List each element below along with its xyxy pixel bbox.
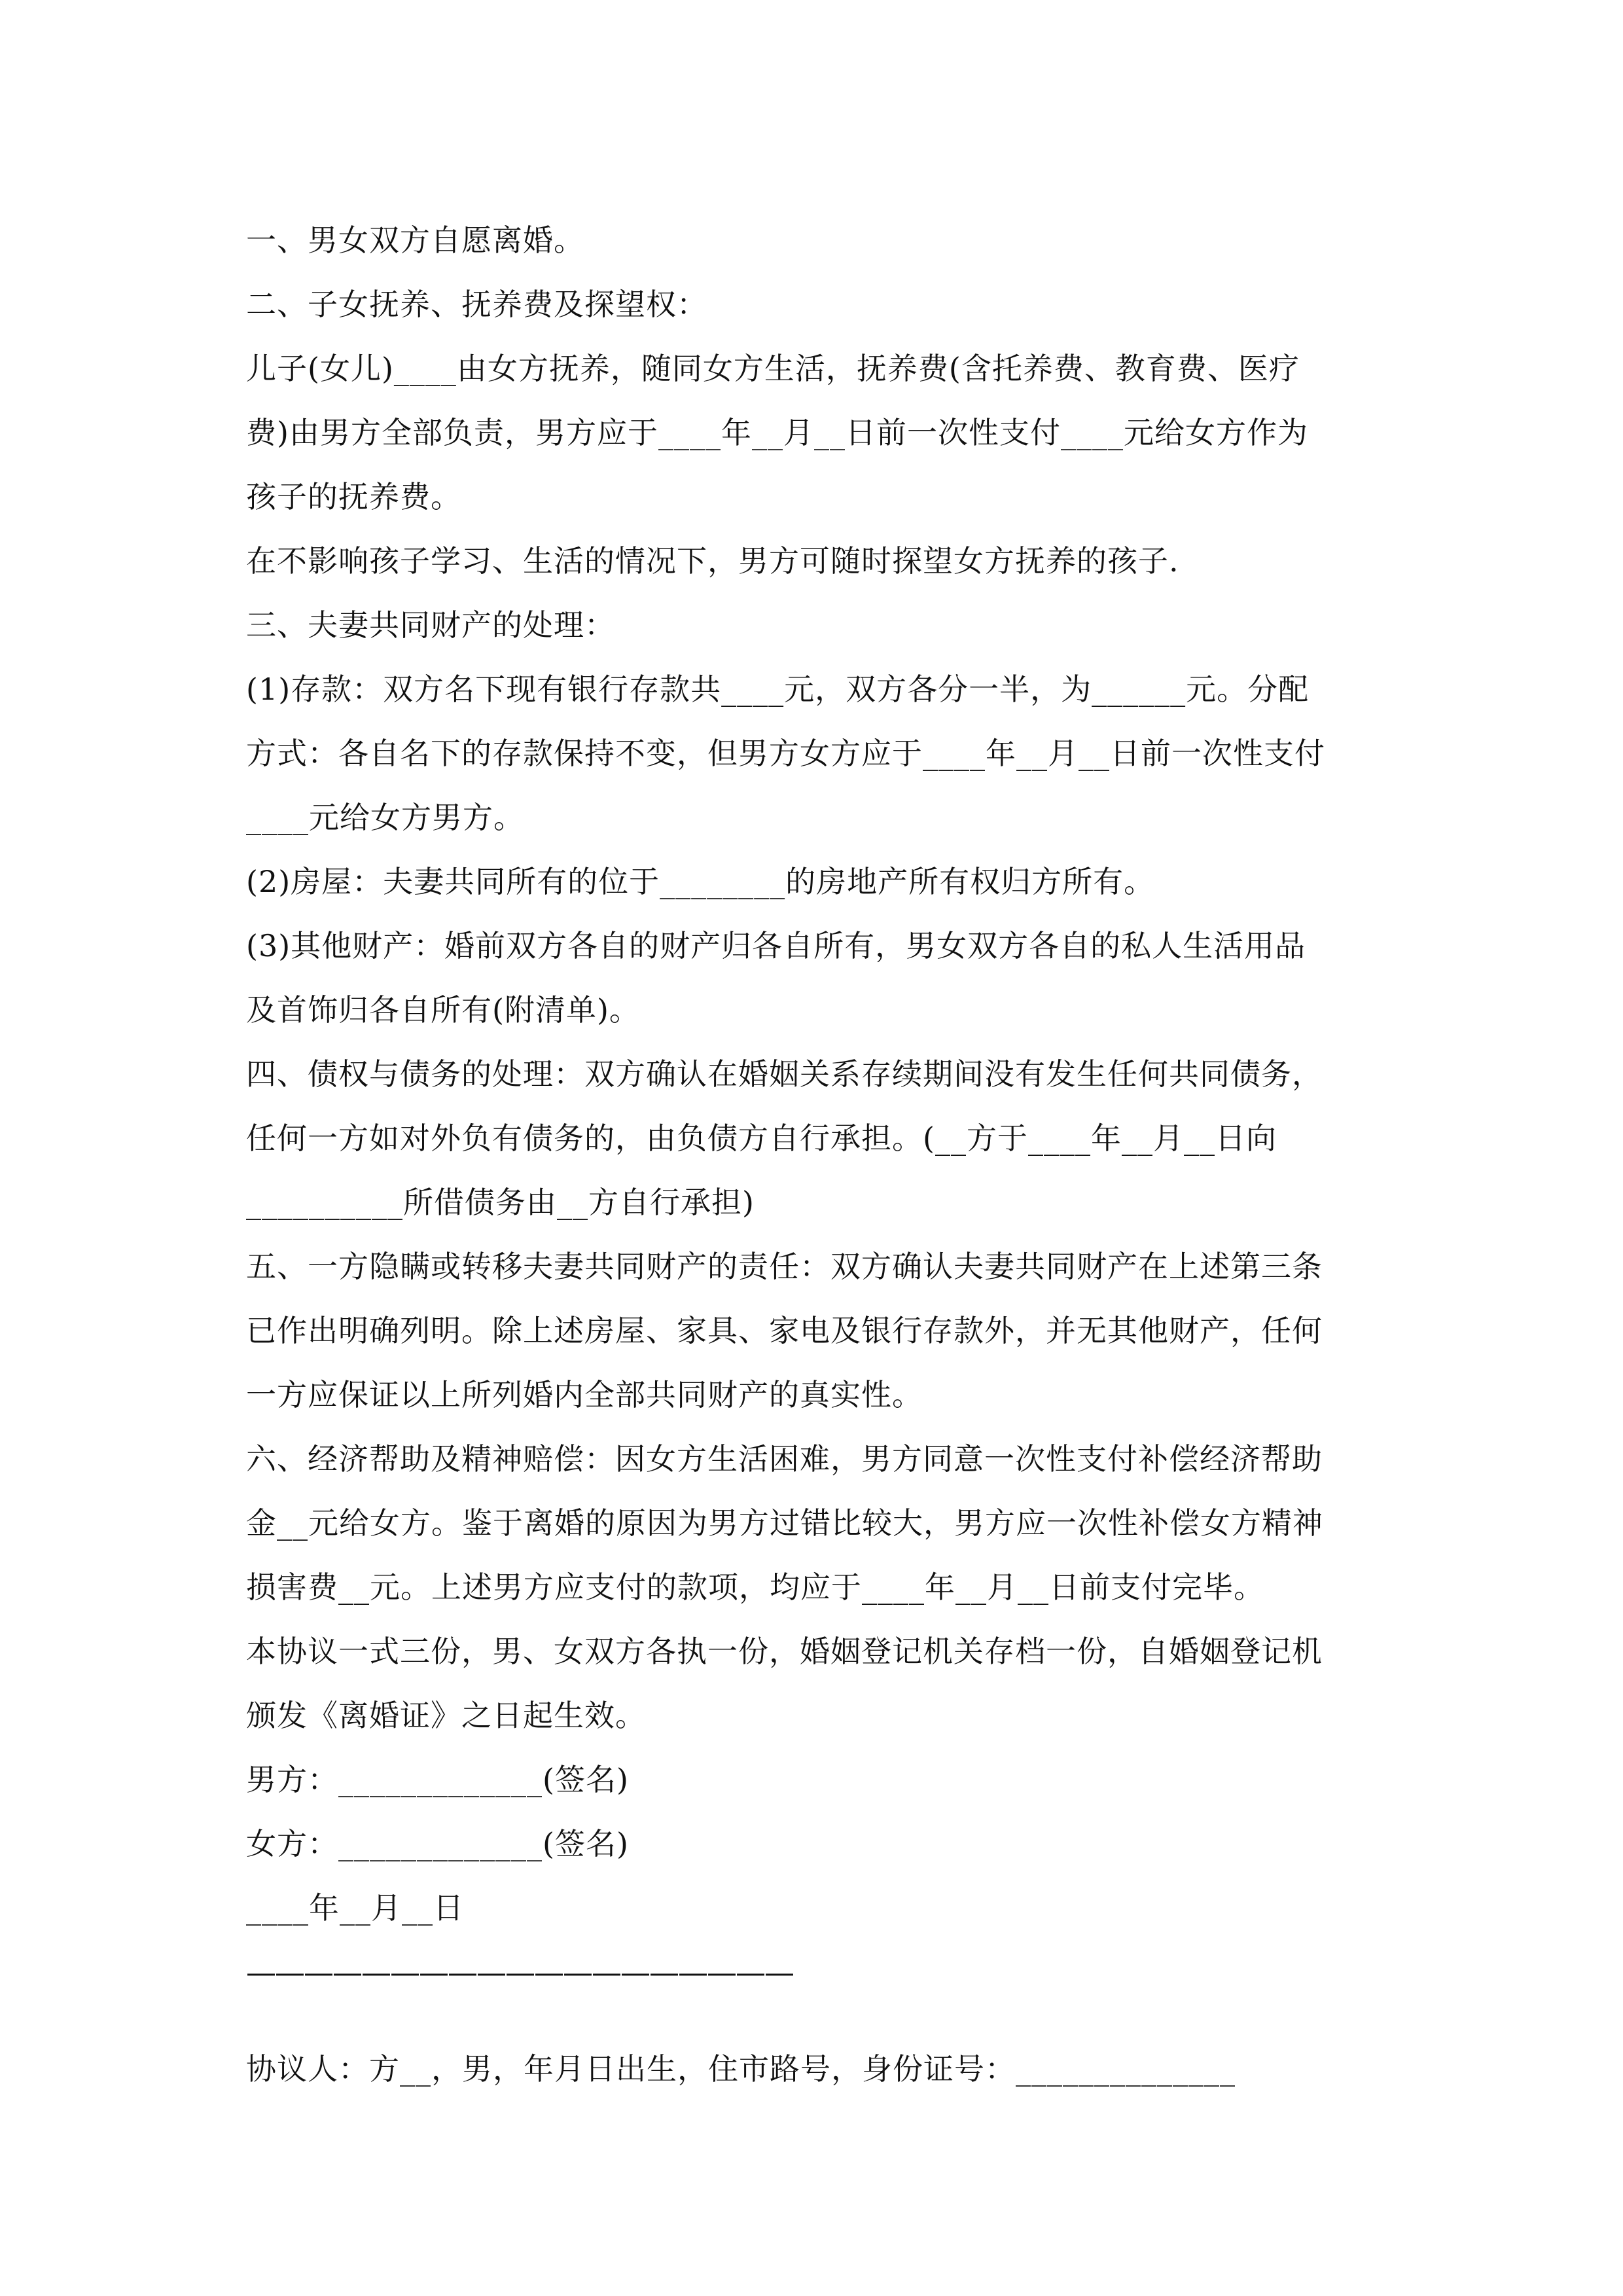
copies-text-line: 颁发《离婚证》之日起生效。 [246,1698,646,1733]
clause-4-text-line: __________所借债务由__方自行承担) [246,1185,755,1220]
clause-3-heading: 三、夫妻共同财产的处理： [246,607,615,643]
clause-6-text-line: 六、经济帮助及精神赔偿：因女方生活困难，男方同意一次性支付补偿经济帮助 [246,1441,1323,1477]
copies-text-line: 本协议一式三份，男、女双方各执一份，婚姻登记机关存档一份，自婚姻登记机 [246,1634,1323,1669]
clause-2-text-line: 孩子的抚养费。 [246,479,461,514]
other-property-text-line: (3)其他财产：婚前双方各自的财产归各自所有，男女双方各自的私人生活用品 [246,928,1306,963]
clause-5-text-line: 五、一方隐瞒或转移夫妻共同财产的责任：双方确认夫妻共同财产在上述第三条 [246,1249,1323,1284]
clause-5-text-line: 已作出明确列明。除上述房屋、家具、家电及银行存款外，并无其他财产，任何 [246,1313,1323,1348]
savings-text-line: 方式：各自名下的存款保持不变，但男方女方应于____年__月__日前一次性支付 [246,736,1325,771]
clause-2-text-line: 费)由男方全部负责，男方应于____年__月__日前一次性支付____元给女方作为 [246,415,1308,450]
savings-text-line: (1)存款：双方名下现有银行存款共____元，双方各分一半，为______元。分配 [246,672,1310,707]
clause-1-heading: 一、男女双方自愿离婚。 [246,223,584,258]
document-page [246,208,1385,2101]
male-signature-line: 男方：_____________(签名) [246,1762,629,1797]
female-signature-line: 女方：_____________(签名) [246,1826,629,1861]
agreement-party-line: 协议人：方__，男，年月日出生，住市路号，身份证号：______________ [246,2051,1236,2087]
clause-4-text-line: 四、债权与债务的处理：双方确认在婚姻关系存续期间没有发生任何共同债务， [246,1056,1323,1092]
clause-6-text-line: 金__元给女方。鉴于离婚的原因为男方过错比较大，男方应一次性补偿女方精神 [246,1505,1323,1541]
clause-5-text-line: 一方应保证以上所列婚内全部共同财产的真实性。 [246,1377,923,1412]
spacer [246,2004,1385,2037]
house-text: (2)房屋：夫妻共同所有的位于________的房地产所有权归方所有。 [246,864,1155,899]
savings-text-line: ____元给女方男方。 [246,800,524,835]
clause-2-heading: 二、子女抚养、抚养费及探望权： [246,287,707,322]
other-property-text-line: 及首饰归各自所有(附清单)。 [246,992,640,1028]
date-line: ____年__月__日 [246,1890,464,1926]
separator-line: ——————————————————— [246,1954,793,1990]
clause-2-text-line: 儿子(女儿)____由女方抚养，随同女方生活，抚养费(含托养费、教育费、医疗 [246,351,1300,386]
clause-4-text-line: 任何一方如对外负有债务的，由负债方自行承担。(__方于____年__月__日向 [246,1121,1277,1156]
visitation-text: 在不影响孩子学习、生活的情况下，男方可随时探望女方抚养的孩子. [246,543,1179,579]
clause-6-text-line: 损害费__元。上述男方应支付的款项，均应于____年__月__日前支付完毕。 [246,1570,1264,1605]
